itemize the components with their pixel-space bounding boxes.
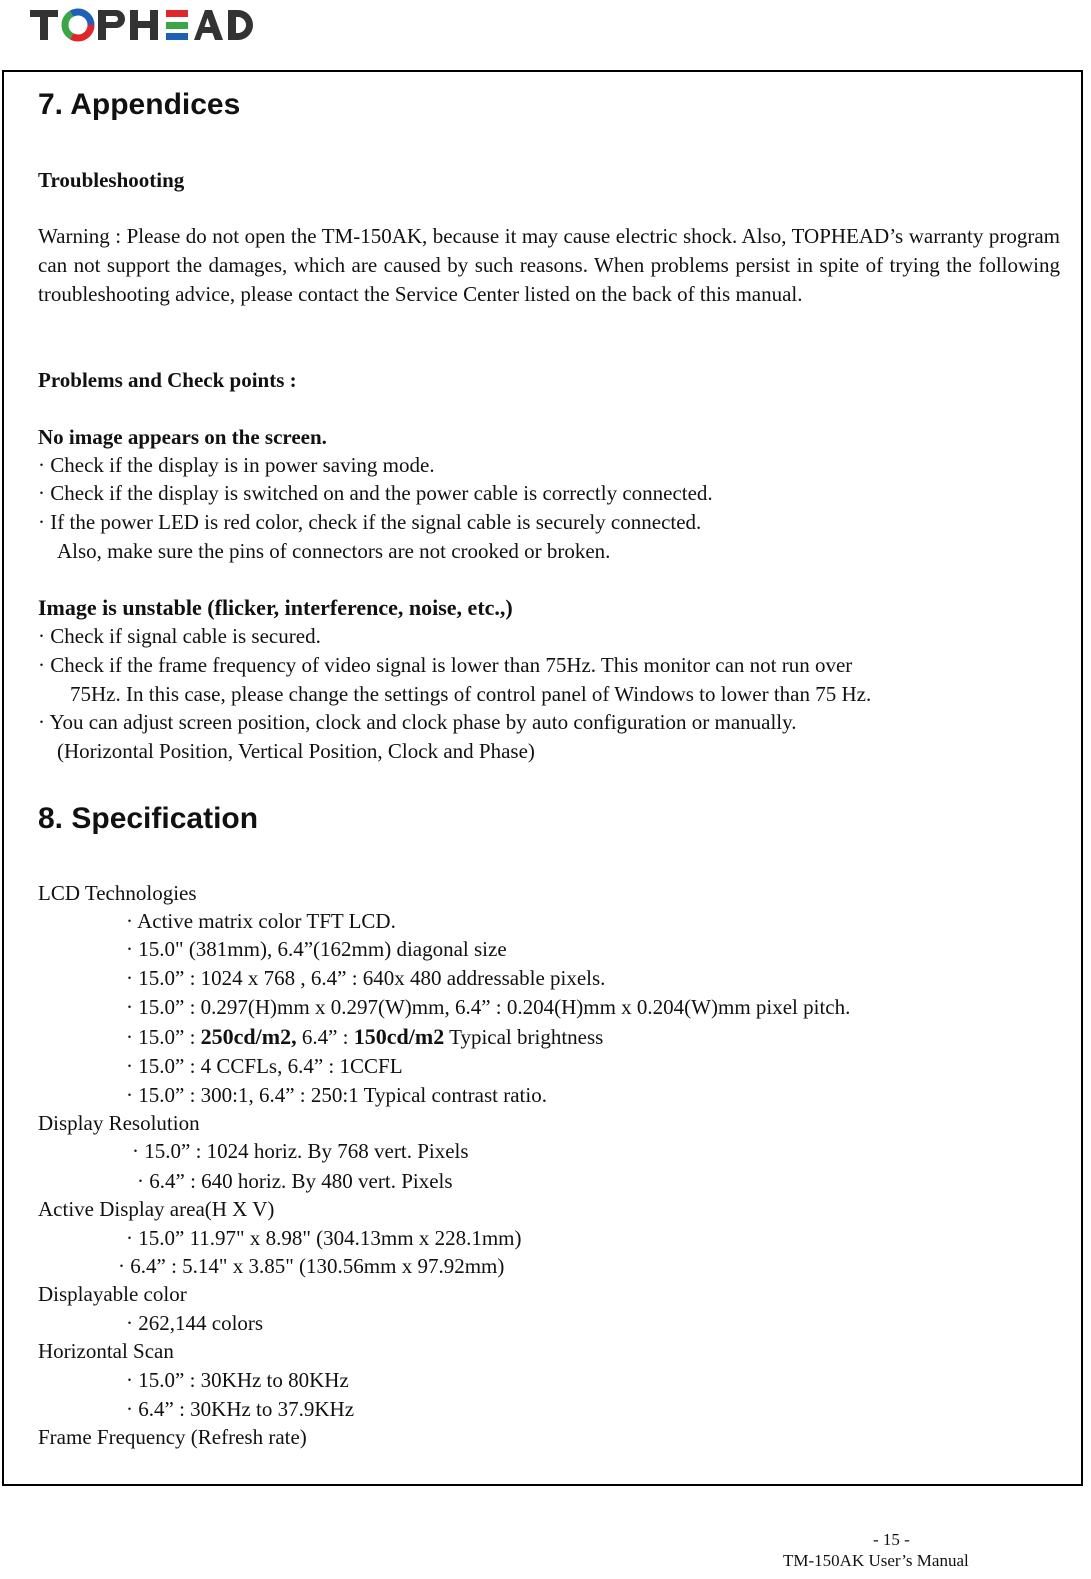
active-area-title: Active Display area(H X V) (38, 1197, 275, 1221)
page-number: - 15 - (873, 1530, 910, 1549)
spec-item: · 15.0" (381mm), 6.4”(162mm) diagonal size (126, 937, 507, 961)
list-item: · If the power LED is red color, check if the signal cable is securely connected. (38, 510, 702, 534)
list-item: · Check if the display is in power saving mode. (38, 453, 435, 477)
list-item: 75Hz. In this case, please change the settings of control panel of Windows to lower than 75 Hz. (70, 682, 872, 706)
spec-item: · 6.4” : 30KHz to 37.9KHz (126, 1397, 355, 1421)
troubleshooting-title: Troubleshooting (38, 168, 185, 192)
brightness-15in: 250cd/m2, (200, 1024, 297, 1049)
frame-frequency-title: Frame Frequency (Refresh rate) (38, 1425, 307, 1449)
spec-item: · 15.0” : 300:1, 6.4” : 250:1 Typical contrast ratio. (126, 1083, 547, 1107)
no-image-title: No image appears on the screen. (38, 425, 327, 449)
list-item: Also, make sure the pins of connectors are not crooked or broken. (57, 539, 611, 563)
list-item: · Check if signal cable is secured. (38, 624, 321, 648)
list-item: (Horizontal Position, Vertical Position, Clock and Phase) (57, 739, 535, 763)
specification-heading: 8. Specification (38, 802, 259, 835)
spec-item: · 15.0” : 1024 x 768 , 6.4” : 640x 480 addressable pixels. (126, 966, 606, 990)
unstable-title: Image is unstable (flicker, interference, noise, etc.,) (38, 595, 513, 620)
brightness-6in: 150cd/m2 (353, 1024, 445, 1049)
list-item: · You can adjust screen position, clock and clock phase by auto configuration or manually. (38, 710, 797, 734)
spec-item: · 15.0” 11.97" x 8.98" (304.13mm x 228.1mm) (126, 1226, 522, 1250)
spec-item: · 6.4” : 5.14" x 3.85" (130.56mm x 97.92mm) (118, 1254, 505, 1278)
spec-item: · 15.0” : 30KHz to 80KHz (126, 1368, 349, 1392)
manual-title: TM-150AK User’s Manual (783, 1551, 969, 1570)
brightness-item: · 15.0” : 250cd/m2, 6.4” : 150cd/m2 Typical brightness (126, 1024, 604, 1049)
problems-title: Problems and Check points : (38, 368, 297, 392)
appendices-heading: 7. Appendices (38, 88, 241, 121)
spec-item: · 15.0” : 4 CCFLs, 6.4” : 1CCFL (126, 1054, 403, 1078)
spec-item: · 6.4” : 640 horiz. By 480 vert. Pixels (137, 1169, 453, 1193)
list-item: · Check if the frame frequency of video signal is lower than 75Hz. This monitor can not run over (38, 653, 853, 677)
warning-paragraph: Warning : Please do not open the TM-150AK, because it may cause electric shock. Also, TOPHEAD’s warranty program can not support the damages, which are caused by such reasons. When problems persist in spite of trying the following troubleshooting advice, please contact the Service Center listed on the back of this manual. (38, 224, 1060, 306)
resolution-title: Display Resolution (38, 1111, 200, 1135)
tophead-logo (28, 4, 258, 46)
hscan-title: Horizontal Scan (38, 1339, 174, 1363)
color-title: Displayable color (38, 1282, 187, 1306)
spec-item: · 15.0” : 0.297(H)mm x 0.297(W)mm, 6.4” : 0.204(H)mm x 0.204(W)mm pixel pitch. (126, 995, 851, 1019)
lcd-title: LCD Technologies (38, 881, 197, 905)
spec-item: · Active matrix color TFT LCD. (126, 909, 396, 933)
spec-item: · 15.0” : 1024 horiz. By 768 vert. Pixels (132, 1139, 469, 1163)
spec-item: · 262,144 colors (126, 1311, 264, 1335)
list-item: · Check if the display is switched on and the power cable is correctly connected. (38, 481, 713, 505)
